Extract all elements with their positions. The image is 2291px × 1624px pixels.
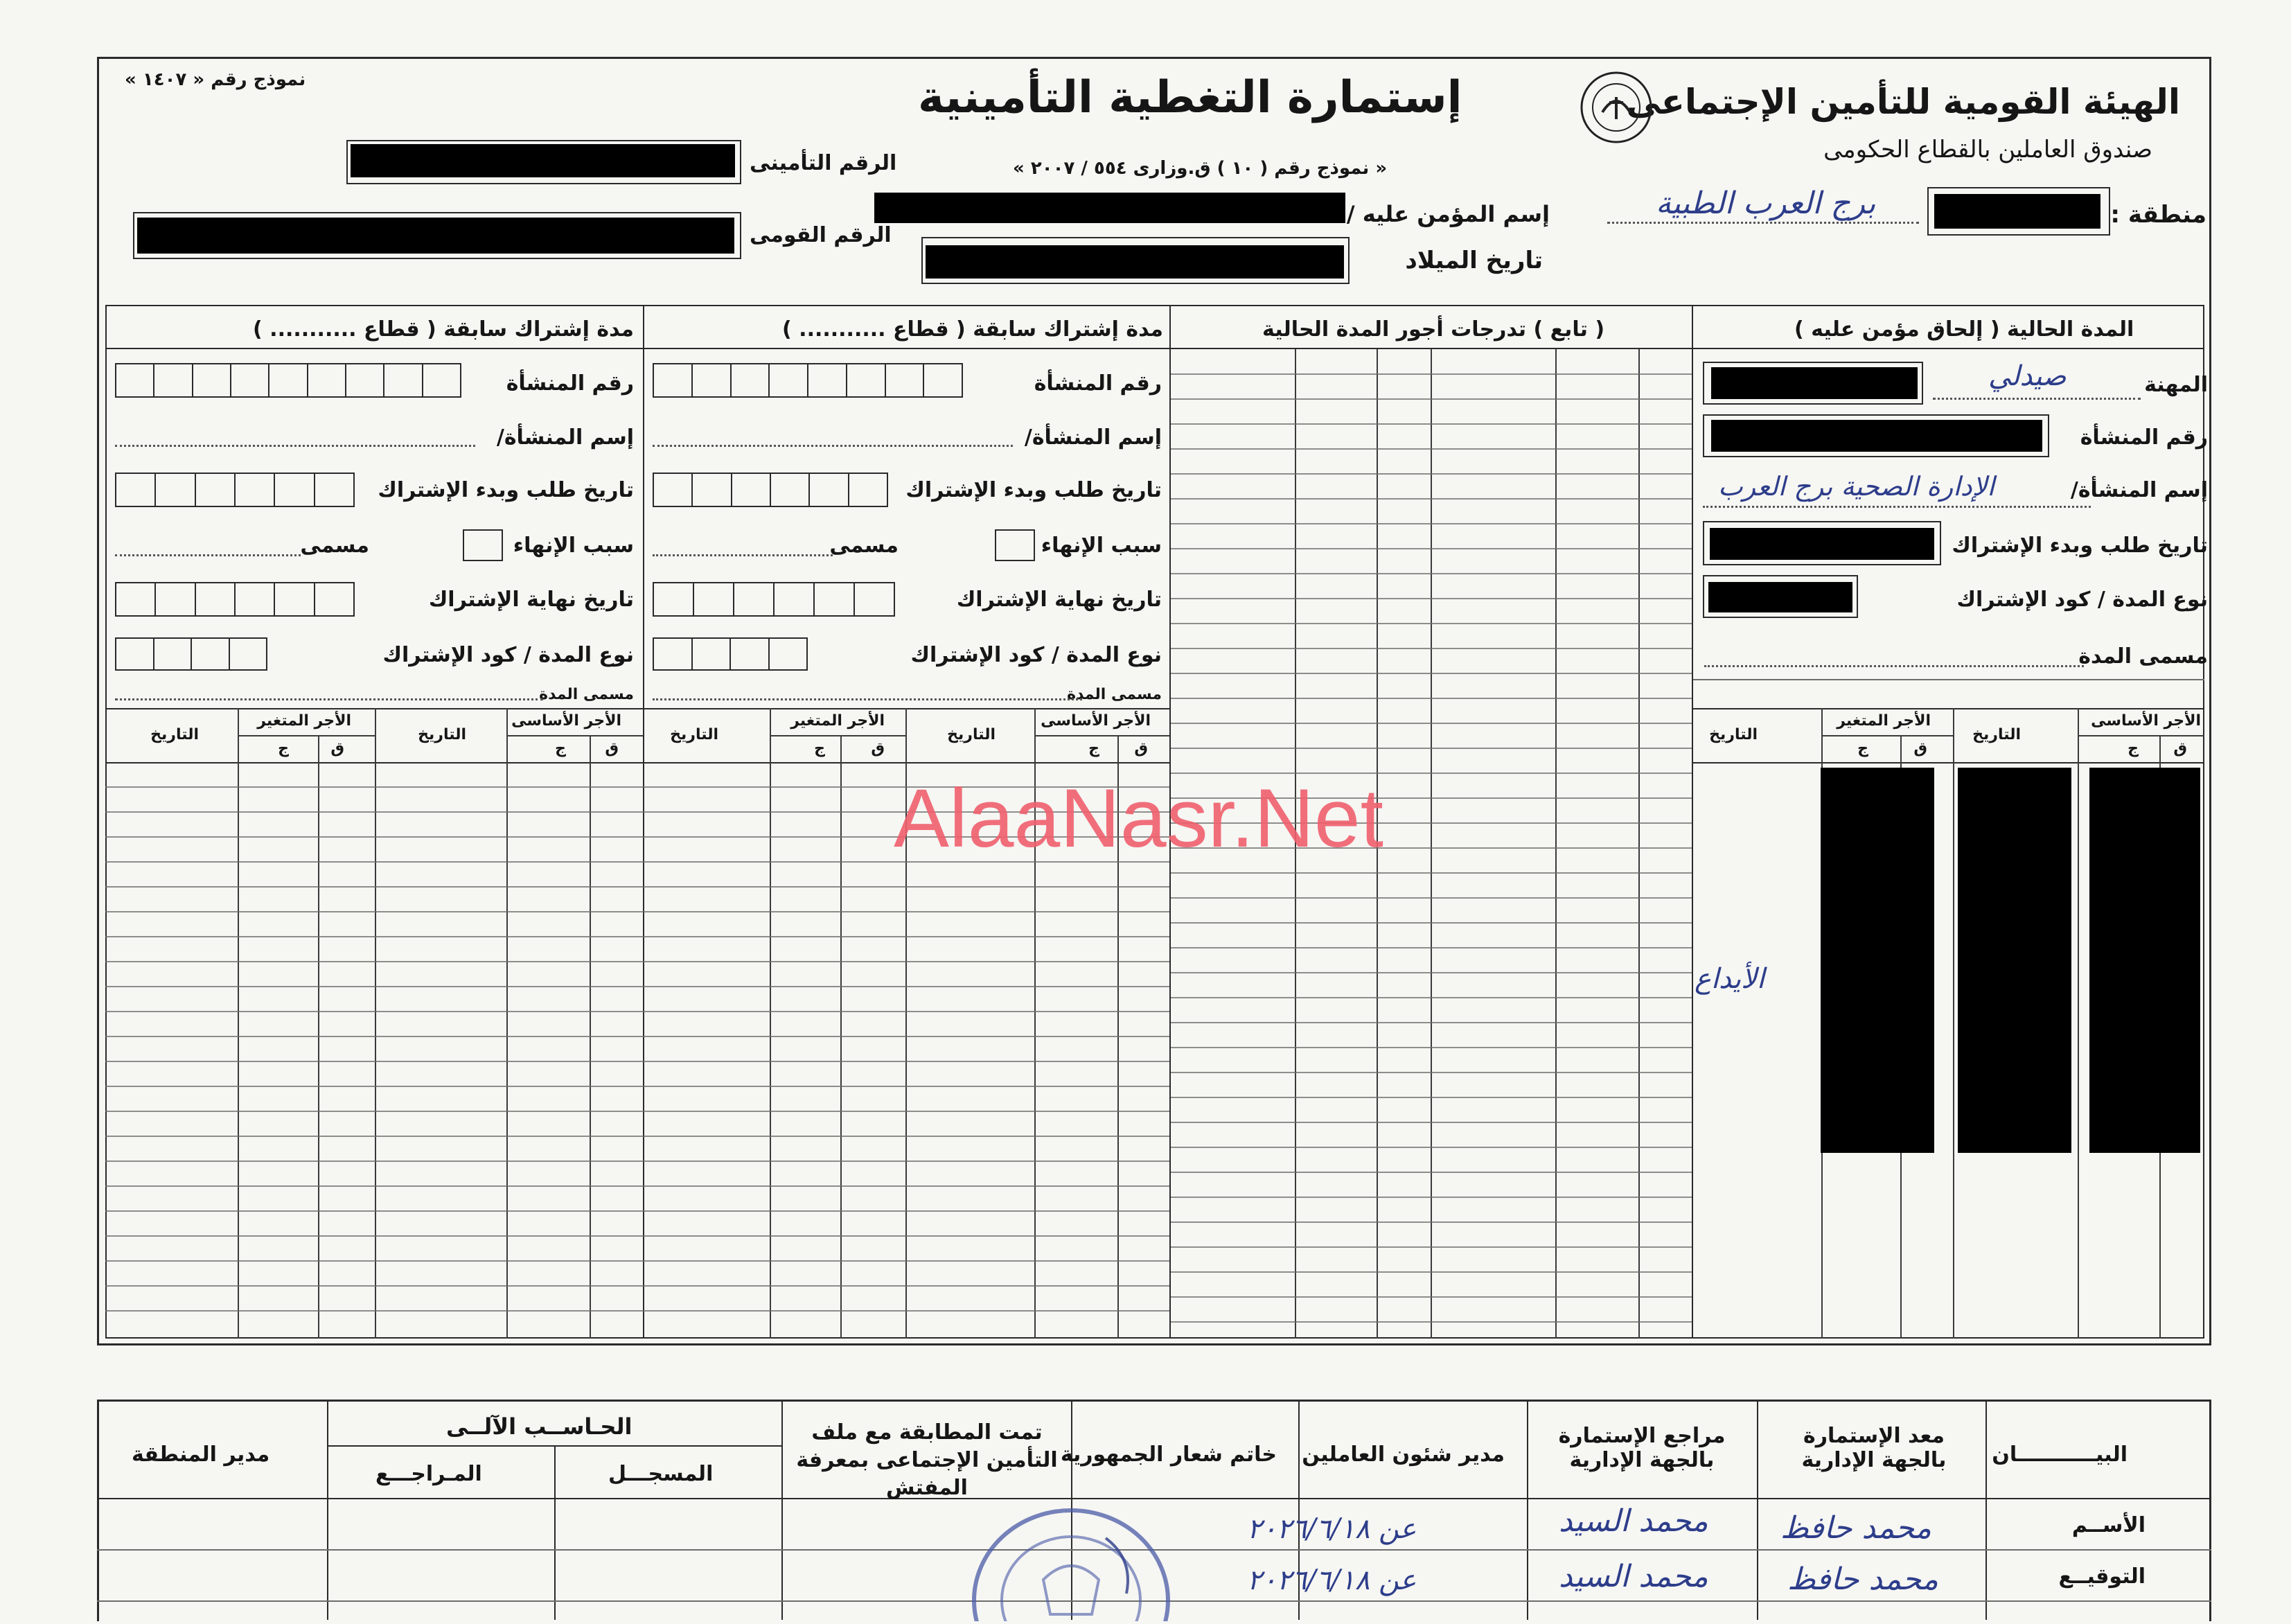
insured-name-redaction [874,193,1345,223]
sig-hr-header: مدير شئون العاملين [1302,1442,1505,1467]
sig-preparer-signature: محمد حافظ [1787,1562,1938,1597]
sig-registrar-header: المسجـــل [608,1462,714,1486]
sig-match-header: تمت المطابقة مع ملف التأمين الإجتماعى بمعرفة المفتش [796,1420,1058,1500]
prev-a-pound-2: ج [814,740,825,757]
sig-reviewer-name: محمد السيد [1559,1503,1708,1539]
prev-b-est-no-cells[interactable] [115,363,461,398]
title-row-line [105,348,2204,349]
current-type-code-redaction [1708,582,1852,612]
job-label: المهنة [2144,373,2208,397]
region-code-redaction [1934,194,2100,229]
current-est-name-dotted-line [1703,506,2091,508]
prev-a-start-label: تاريخ طلب وبدء الإشتراك [905,478,1162,502]
prev-b-wage-table [105,708,643,1339]
sig-col-8 [327,1400,328,1620]
prev-a-end-reason-label: سبب الإنهاء [1041,533,1162,558]
region-label: منطقة : [2110,201,2206,229]
current-piastre-1: ق [2173,740,2187,757]
prev-b-date-header-2: التاريخ [150,726,199,743]
prev-b-end-reason-label: سبب الإنهاء [513,533,634,558]
current-est-name-handwriting: الإدارة الصحية برج العرب [1718,471,1994,502]
prev-b-end-label: تاريخ نهاية الإشتراك [428,588,634,612]
prev-b-pound-2: ج [278,740,289,757]
sig-reviewer-header: مراجع الإستمارة بالجهة الإدارية [1558,1424,1726,1472]
current-pound-2: ج [1857,740,1868,757]
sig-hr-line-1: عن ٢٠٢٦/٦/١٨ [1247,1513,1417,1545]
prev-period-title-a: مدة إشتراك سابقة ( قطاع ........... ) [782,317,1163,342]
current-date-header-2: التاريخ [1709,726,1758,743]
sig-col-7 [554,1445,556,1620]
prev-period-title-b: مدة إشتراك سابقة ( قطاع ........... ) [253,317,634,342]
prev-a-end-reason-box[interactable] [995,529,1035,561]
prev-b-est-name-dotted-line [115,445,475,447]
prev-a-basic-wage-header: الأجر الأساسى [1041,712,1151,730]
watermark: AlaaNasr.Net [894,772,1383,865]
prev-b-variable-wage-header: الأجر المتغير [257,712,351,730]
prev-b-end-cells[interactable] [115,582,355,617]
prev-a-piastre-1: ق [1134,740,1148,757]
current-date-header-1: التاريخ [1972,726,2021,743]
national-no-redaction [137,218,734,254]
prev-b-pound-1: ج [555,740,566,757]
sig-statement-header: البيـــــــــــان [1992,1442,2128,1467]
current-basic-wage-header: الأجر الأساسى [2091,712,2201,730]
prev-b-piastre-2: ق [330,740,344,757]
current-pound-1: ج [2128,740,2139,757]
current-start-label: تاريخ طلب وبدء الإشتراك [1952,533,2208,558]
birth-date-label: تاريخ الميلاد [1405,247,1543,274]
region-handwriting: برج العرب الطبية [1656,186,1876,221]
sig-hr-line-2: عن ٢٠٢٦/٦/١٨ [1247,1564,1417,1596]
fund-name: صندوق العاملين بالقطاع الحكومى [1823,136,2152,164]
prev-b-type-code-label: نوع المدة / كود الإشتراك [382,643,634,667]
sig-name-row-label: الأســم [2071,1513,2146,1537]
sig-preparer-name: محمد حافظ [1780,1510,1931,1546]
prev-b-period-name-label: مسمى المدة [539,686,634,703]
prev-b-start-cells[interactable] [115,473,355,507]
prev-b-period-name-dotted-line [115,698,543,700]
org-name: الهيئة القومية للتأمين الإجتماعى [1626,82,2180,122]
sig-computer-divider [327,1445,781,1447]
current-est-no-redaction [1711,420,2042,452]
prev-a-named-dotted-line [653,554,833,556]
prev-a-date-header-2: التاريخ [670,726,718,743]
sig-auditor-header: المـراجـــع [375,1462,482,1486]
prev-a-variable-wage-header: الأجر المتغير [790,712,885,730]
prev-a-end-cells[interactable] [653,582,895,617]
prev-a-start-cells[interactable] [653,473,888,507]
sig-signature-row-label: التوقيــع [2058,1564,2146,1589]
prev-a-period-name-label: مسمى المدة [1067,686,1162,703]
prev-b-basic-wage-header: الأجر الأساسى [511,712,621,730]
job-dotted-line [1933,398,2141,400]
prev-b-piastre-1: ق [605,740,619,757]
current-period-title: المدة الحالية ( إلحاق مؤمن عليه ) [1794,317,2134,342]
form-title: إستمارة التغطية التأمينية [918,72,1462,123]
prev-b-start-label: تاريخ طلب وبدء الإشتراك [378,478,634,502]
form-number: نموذج رقم « ١٤٠٧ » [125,69,306,90]
sig-col-6 [781,1400,783,1620]
prev-b-est-name-label: إسم المنشأة/ [496,425,634,450]
prev-a-end-label: تاريخ نهاية الإشتراك [956,588,1162,612]
insurance-no-redaction [351,144,735,177]
job-handwriting: صيدلي [1988,360,2067,392]
wage-redaction-2 [1958,768,2071,1153]
official-seal-stamp [967,1497,1175,1621]
birth-date-redaction [926,245,1344,279]
form-ref: « نموذج رقم ( ١٠ ) ق.وزارى ٥٥٤ / ٢٠٠٧ » [1013,158,1388,179]
sig-preparer-header: معد الإستمارة بالجهة الإدارية [1801,1424,1947,1472]
current-piastre-2: ق [1913,740,1927,757]
wage-redaction-1 [2089,768,2200,1153]
sig-col-3 [1527,1400,1528,1620]
job-redaction [1711,367,1918,399]
prev-a-date-header-1: التاريخ [947,726,996,743]
current-type-code-label: نوع المدة / كود الإشتراك [1956,588,2208,612]
region-dotted-line [1607,222,1919,224]
current-variable-wage-header: الأجر المتغير [1837,712,1931,730]
sig-col-2 [1757,1400,1758,1620]
current-est-no-label: رقم المنشأة [2080,425,2208,450]
prev-a-est-name-label: إسم المنشأة/ [1024,425,1162,450]
insured-name-label: إسم المؤمن عليه / [1346,201,1550,227]
current-start-redaction [1710,528,1934,560]
sig-col-1 [1985,1400,1987,1620]
wage-redaction-3 [1821,768,1934,1153]
prev-a-est-no-label: رقم المنشأة [1034,371,1162,396]
current-period-name-dotted-line [1704,665,2084,667]
prev-a-type-code-label: نوع المدة / كود الإشتراك [910,643,1162,667]
sig-region-manager-header: مدير المنطقة [132,1442,270,1467]
prev-b-date-header-1: التاريخ [418,726,466,743]
prev-a-est-name-dotted-line [653,445,1013,447]
current-period-bottom-line [1693,679,2204,680]
current-est-name-label: إسم المنشأة/ [2070,478,2208,502]
prev-b-end-reason-box[interactable] [463,529,503,561]
prev-b-type-code-cells[interactable] [115,637,267,671]
insurance-no-label: الرقم التأمينى [750,151,897,175]
wage-progression-title: ( تابع ) تدرجات أجور المدة الحالية [1262,317,1605,342]
prev-a-pound-1: ج [1088,740,1099,757]
sig-computer-header: الحـاســب الآلــى [446,1413,633,1440]
prev-a-period-name-dotted-line [653,698,1082,700]
prev-b-named-dotted-line [115,554,301,556]
prev-b-est-no-label: رقم المنشأة [506,371,634,396]
prev-a-type-code-cells[interactable] [653,637,808,671]
current-handwritten-note: الأيداع [1695,963,1765,995]
sig-seal-header: خاتم شعار الجمهورية [1060,1442,1277,1467]
prev-b-named-label: مسمى [300,533,369,558]
sig-reviewer-signature: محمد السيد [1559,1559,1708,1594]
current-period-name-label: مسمى المدة [2078,644,2208,669]
org-logo [1578,69,1654,145]
prev-a-named-label: مسمى [829,533,899,558]
national-no-label: الرقم القومى [750,223,892,247]
prev-a-piastre-2: ق [871,740,885,757]
prev-a-est-no-cells[interactable] [653,363,963,398]
